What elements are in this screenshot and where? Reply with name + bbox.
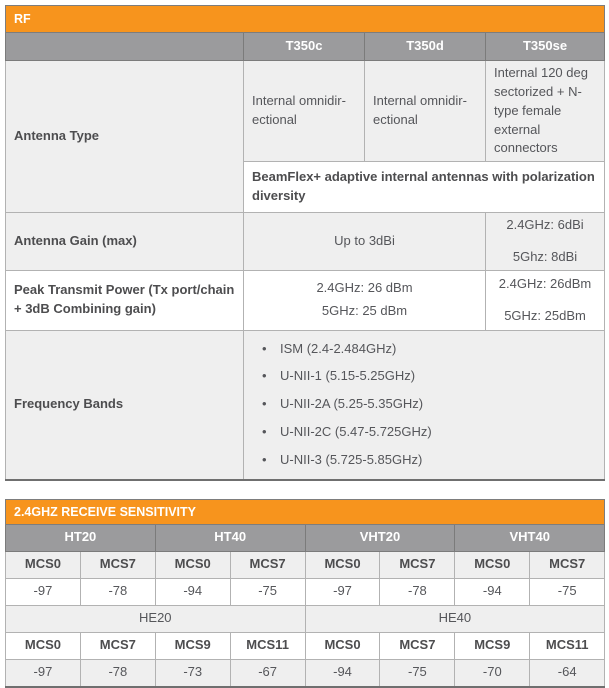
rf-title-row (6, 6, 605, 33)
antenna-gain-t350c-t350d: Up to 3dBi (244, 212, 486, 270)
mcs-label: MCS11 (530, 632, 605, 659)
rf-empty-header-cell (6, 33, 244, 61)
peak-tx-power-t350c-t350d (244, 270, 486, 330)
frequency-bands-label: Frequency Bands (6, 330, 244, 480)
antenna-type-t350c: Internal omnidir-ectional (244, 61, 365, 162)
peak-tx-power-row (6, 270, 605, 330)
column-header-t350d: T350d (365, 33, 486, 61)
frequency-bands-cell (244, 330, 605, 480)
sensitivity-value: -78 (80, 578, 155, 605)
antenna-gain-row (6, 212, 605, 270)
mcs-label: MCS11 (230, 632, 305, 659)
group-header-vht20: VHT20 (305, 524, 455, 551)
rf-spec-table (5, 5, 605, 481)
sensitivity-values-row-1 (6, 578, 605, 605)
mcs-label: MCS0 (455, 551, 530, 578)
sensitivity-value: -64 (530, 659, 605, 687)
mcs-label: MCS7 (80, 632, 155, 659)
sensitivity-value: -97 (305, 578, 380, 605)
peak-tx-t350se-24ghz: 2.4GHz: 26dBm (498, 275, 592, 291)
peak-tx-t350c-t350d-24ghz: 2.4GHz: 26 dBm (316, 280, 413, 296)
mcs-label: MCS9 (155, 632, 230, 659)
mcs-label: MCS0 (6, 551, 81, 578)
antenna-type-row (6, 61, 605, 162)
sensitivity-value: -78 (380, 578, 455, 605)
group-header-ht20: HT20 (6, 524, 156, 551)
antenna-gain-t350se (486, 212, 605, 270)
frequency-bands-row (6, 330, 605, 480)
mcs-label: MCS7 (380, 551, 455, 578)
group-header-vht40: VHT40 (455, 524, 605, 551)
frequency-band-item: • U-NII-1 (5.15-5.25GHz) (262, 367, 598, 386)
sensitivity-group-header-row (6, 524, 605, 551)
sensitivity-value: -97 (6, 659, 81, 687)
mcs-label: MCS0 (155, 551, 230, 578)
group-header-he40: HE40 (305, 605, 605, 632)
peak-tx-t350se-5ghz: 5GHz: 25dBm (504, 307, 586, 323)
sensitivity-value: -75 (230, 578, 305, 605)
mcs-label: MCS7 (80, 551, 155, 578)
sensitivity-title-row (6, 499, 605, 524)
mcs-header-row-1 (6, 551, 605, 578)
sensitivity-value: -75 (530, 578, 605, 605)
sensitivity-value: -70 (455, 659, 530, 687)
sensitivity-value: -78 (80, 659, 155, 687)
antenna-gain-t350se-5ghz: 5Ghz: 8dBi (512, 248, 578, 264)
sensitivity-value: -94 (455, 578, 530, 605)
beamflex-note: BeamFlex+ adaptive internal antennas with polarization diversity (244, 162, 605, 213)
frequency-band-item: • U-NII-2C (5.47-5.725GHz) (262, 423, 598, 442)
peak-tx-power-label: Peak Transmit Power (Tx port/chain + 3dB Combining gain) (6, 270, 244, 330)
sensitivity-value: -97 (6, 578, 81, 605)
peak-tx-power-t350se (486, 270, 605, 330)
column-header-t350se: T350se (486, 33, 605, 61)
sensitivity-value: -73 (155, 659, 230, 687)
rf-section-header: RF (6, 6, 605, 33)
mcs-label: MCS7 (380, 632, 455, 659)
mcs-label: MCS7 (230, 551, 305, 578)
sensitivity-values-row-2 (6, 659, 605, 687)
group-header-he20: HE20 (6, 605, 306, 632)
sensitivity-value: -94 (305, 659, 380, 687)
frequency-band-list (252, 340, 598, 470)
he-group-row (6, 605, 605, 632)
mcs-label: MCS0 (305, 551, 380, 578)
mcs-label: MCS7 (530, 551, 605, 578)
frequency-band-item: • U-NII-3 (5.725-5.85GHz) (262, 451, 598, 470)
column-header-t350c: T350c (244, 33, 365, 61)
antenna-gain-t350se-24ghz: 2.4GHz: 6dBi (506, 216, 584, 232)
frequency-band-item: • ISM (2.4-2.484GHz) (262, 340, 598, 359)
group-header-ht40: HT40 (155, 524, 305, 551)
rf-column-header-row (6, 33, 605, 61)
antenna-type-t350se: Internal 120 deg sectorized + N-type female external connectors (486, 61, 605, 162)
mcs-label: MCS0 (6, 632, 81, 659)
sensitivity-value: -75 (380, 659, 455, 687)
antenna-gain-label: Antenna Gain (max) (6, 212, 244, 270)
sensitivity-value: -67 (230, 659, 305, 687)
sensitivity-value: -94 (155, 578, 230, 605)
sensitivity-section-header: 2.4GHZ RECEIVE SENSITIVITY (6, 499, 605, 524)
receive-sensitivity-table (5, 499, 605, 688)
mcs-label: MCS9 (455, 632, 530, 659)
frequency-band-item: • U-NII-2A (5.25-5.35GHz) (262, 395, 598, 414)
antenna-type-label: Antenna Type (6, 61, 244, 213)
peak-tx-t350c-t350d-5ghz: 5GHz: 25 dBm (321, 303, 408, 319)
antenna-type-t350d: Internal omnidir-ectional (365, 61, 486, 162)
mcs-header-row-2 (6, 632, 605, 659)
mcs-label: MCS0 (305, 632, 380, 659)
